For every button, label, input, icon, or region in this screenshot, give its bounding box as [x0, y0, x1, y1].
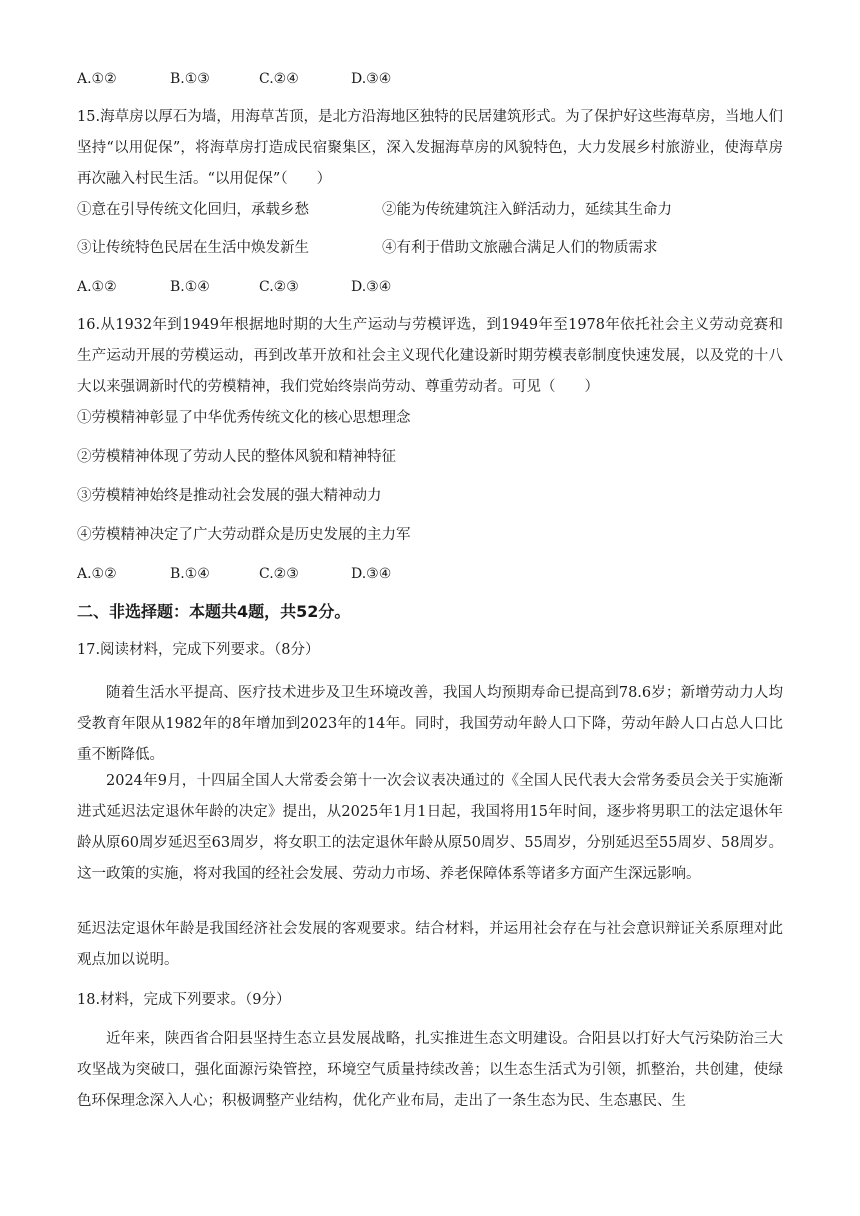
option-c[interactable]: C.②③ [259, 279, 299, 295]
section-heading: 二、非选择题：本题共4题，共52分。 [77, 602, 351, 621]
q18-title: 18.材料，完成下列要求。（9分） [77, 992, 291, 1008]
option-a[interactable]: A.①② [77, 71, 117, 87]
option-a[interactable]: A.①② [77, 279, 117, 295]
option-d[interactable]: D.③④ [351, 71, 392, 87]
option-d[interactable]: D.③④ [351, 279, 392, 295]
option-b[interactable]: B.①③ [170, 71, 210, 87]
option-b[interactable]: B.①④ [170, 566, 210, 582]
option-a[interactable]: A.①② [77, 566, 117, 582]
q16-item-2: ②劳模精神体现了劳动人民的整体风貌和精神特征 [77, 449, 396, 465]
q15-item-1: ①意在引导传统文化回归，承载乡愁 [77, 202, 309, 218]
q16-item-4: ④劳模精神决定了广大劳动群众是历史发展的主力军 [77, 527, 411, 543]
q15-item-2: ②能为传统建筑注入鲜活动力，延续其生命力 [382, 202, 672, 218]
q17-question: 延迟法定退休年龄是我国经济社会发展的客观要求。结合材料，并运用社会存在与社会意识辩证关系原理对此观点加以说明。 [77, 921, 783, 968]
q15-item-3: ③让传统特色民居在生活中焕发新生 [77, 240, 309, 256]
q15-stem: 15.海草房以厚石为墙，用海草苫顶，是北方沿海地区独特的民居建筑形式。为了保护好这些海草房，当地人们坚持“以用促保”，将海草房打造成民宿聚集区，深入发掘海草房的风貌特色，大力发展乡村旅游业，使海草房再次融入村民生活。“以用促保”（ ） [77, 109, 783, 187]
q16-item-1: ①劳模精神彰显了中华优秀传统文化的核心思想理念 [77, 410, 411, 426]
q17-title: 17.阅读材料，完成下列要求。（8分） [77, 642, 320, 658]
q17-material-1: 随着生活水平提高、医疗技术进步及卫生环境改善，我国人均预期寿命已提高到78.6岁；新增劳动力人均受教育年限从1982年的8年增加到2023年的14年。同时，我国劳动年龄人口下降，劳动年龄人口占总人口比重不断降低。 [77, 685, 783, 763]
option-d[interactable]: D.③④ [351, 566, 392, 582]
q15-item-4: ④有利于借助文旅融合满足人们的物质需求 [382, 240, 658, 256]
q17-material-2: 2024年9月，十四届全国人大常委会第十一次会议表决通过的《全国人民代表大会常务委员会关于实施渐进式延迟法定退休年龄的决定》提出，从2025年1月1日起，我国将用15年时间，逐步将男职工的法定退休年龄从原60周岁延迟至63周岁，将女职工的法定退休年龄从原50周岁、55周岁，分别延迟至55周岁、58周岁。这一政策的实施，将对我国的经社会发展、劳动力市场、养老保障体系等诸多方面产生深远影响。 [77, 773, 783, 882]
q16-stem: 16.从1932年到1949年根据地时期的大生产运动与劳模评选，到1949年至1978年依托社会主义劳动竞赛和生产运动开展的劳模运动，再到改革开放和社会主义现代化建设新时期劳模表彰制度快速发展，以及党的十八大以来强调新时代的劳模精神，我们党始终崇尚劳动、尊重劳动者。可见（ ） [77, 317, 783, 395]
q18-material-1: 近年来，陕西省合阳县坚持生态立县发展战略，扎实推进生态文明建设。合阳县以打好大气污染防治三大攻坚战为突破口，强化面源污染管控，环境空气质量持续改善；以生态生活式为引领，抓整治，共创建，使绿色环保理念深入人心；积极调整产业结构，优化产业布局，走出了一条生态为民、生态惠民、生 [77, 1031, 783, 1109]
option-c[interactable]: C.②③ [259, 566, 299, 582]
option-b[interactable]: B.①④ [170, 279, 210, 295]
q16-item-3: ③劳模精神始终是推动社会发展的强大精神动力 [77, 488, 382, 504]
option-c[interactable]: C.②④ [259, 71, 299, 87]
